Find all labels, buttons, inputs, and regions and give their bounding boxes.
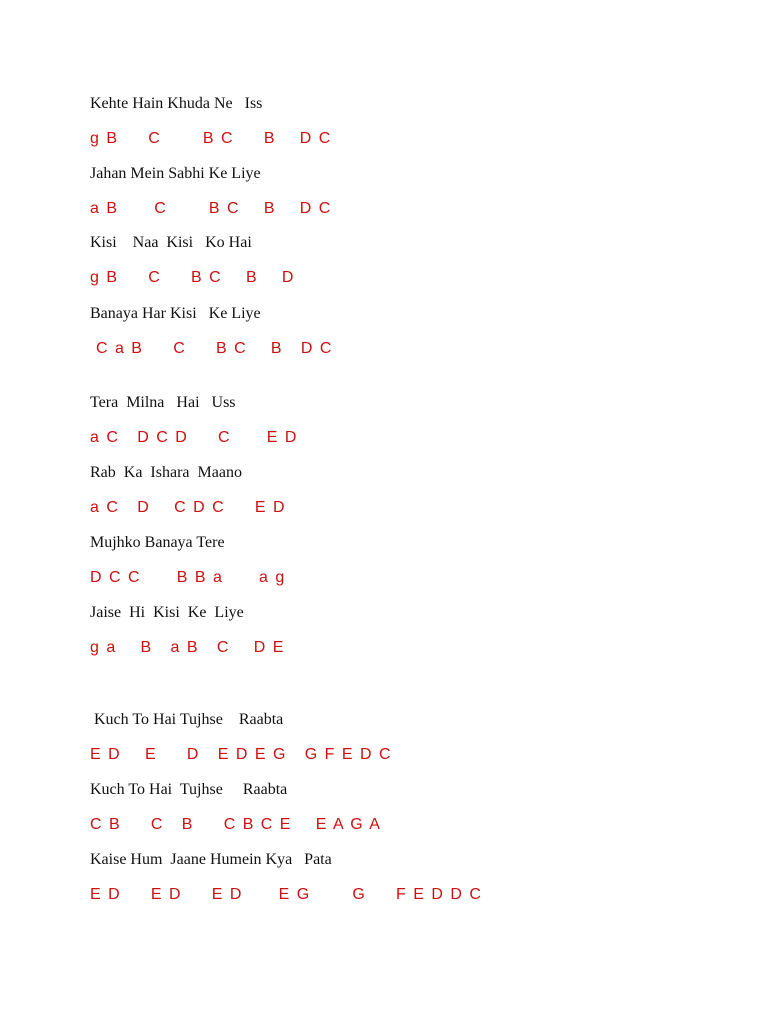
notes-line: a B C B C B D C (90, 200, 332, 217)
notes-line: E D E D E D E G G F E D C (90, 746, 393, 763)
notes-line: C B C B C B C E E A G A (90, 816, 382, 833)
lyric-line: Kaise Hum Jaane Humein Kya Pata (90, 851, 332, 868)
lyric-line: Kisi Naa Kisi Ko Hai (90, 234, 252, 251)
lyric-line: Rab Ka Ishara Maano (90, 464, 242, 481)
notes-line: D C C B B a a g (90, 569, 286, 586)
notes-line: C a B C B C B D C (90, 340, 333, 357)
lyric-line: Banaya Har Kisi Ke Liye (90, 305, 261, 322)
lyric-line: Kuch To Hai Tujhse Raabta (90, 781, 288, 798)
notes-line: a C D C D C E D (90, 429, 298, 446)
notes-line: g B C B C B D C (90, 130, 332, 147)
lyric-line: Tera Milna Hai Uss (90, 394, 236, 411)
notes-line: a C D C D C E D (90, 499, 287, 516)
lyric-line: Jahan Mein Sabhi Ke Liye (90, 165, 261, 182)
notes-line: E D E D E D E G G F E D D C (90, 886, 483, 903)
lyric-line: Mujhko Banaya Tere (90, 534, 225, 551)
lyric-line: Jaise Hi Kisi Ke Liye (90, 604, 244, 621)
lyric-line: Kuch To Hai Tujhse Raabta (90, 711, 284, 728)
notes-line: g B C B C B D (90, 269, 295, 286)
lyric-line: Kehte Hain Khuda Ne Iss (90, 95, 263, 112)
notes-line: g a B a B C D E (90, 639, 285, 656)
